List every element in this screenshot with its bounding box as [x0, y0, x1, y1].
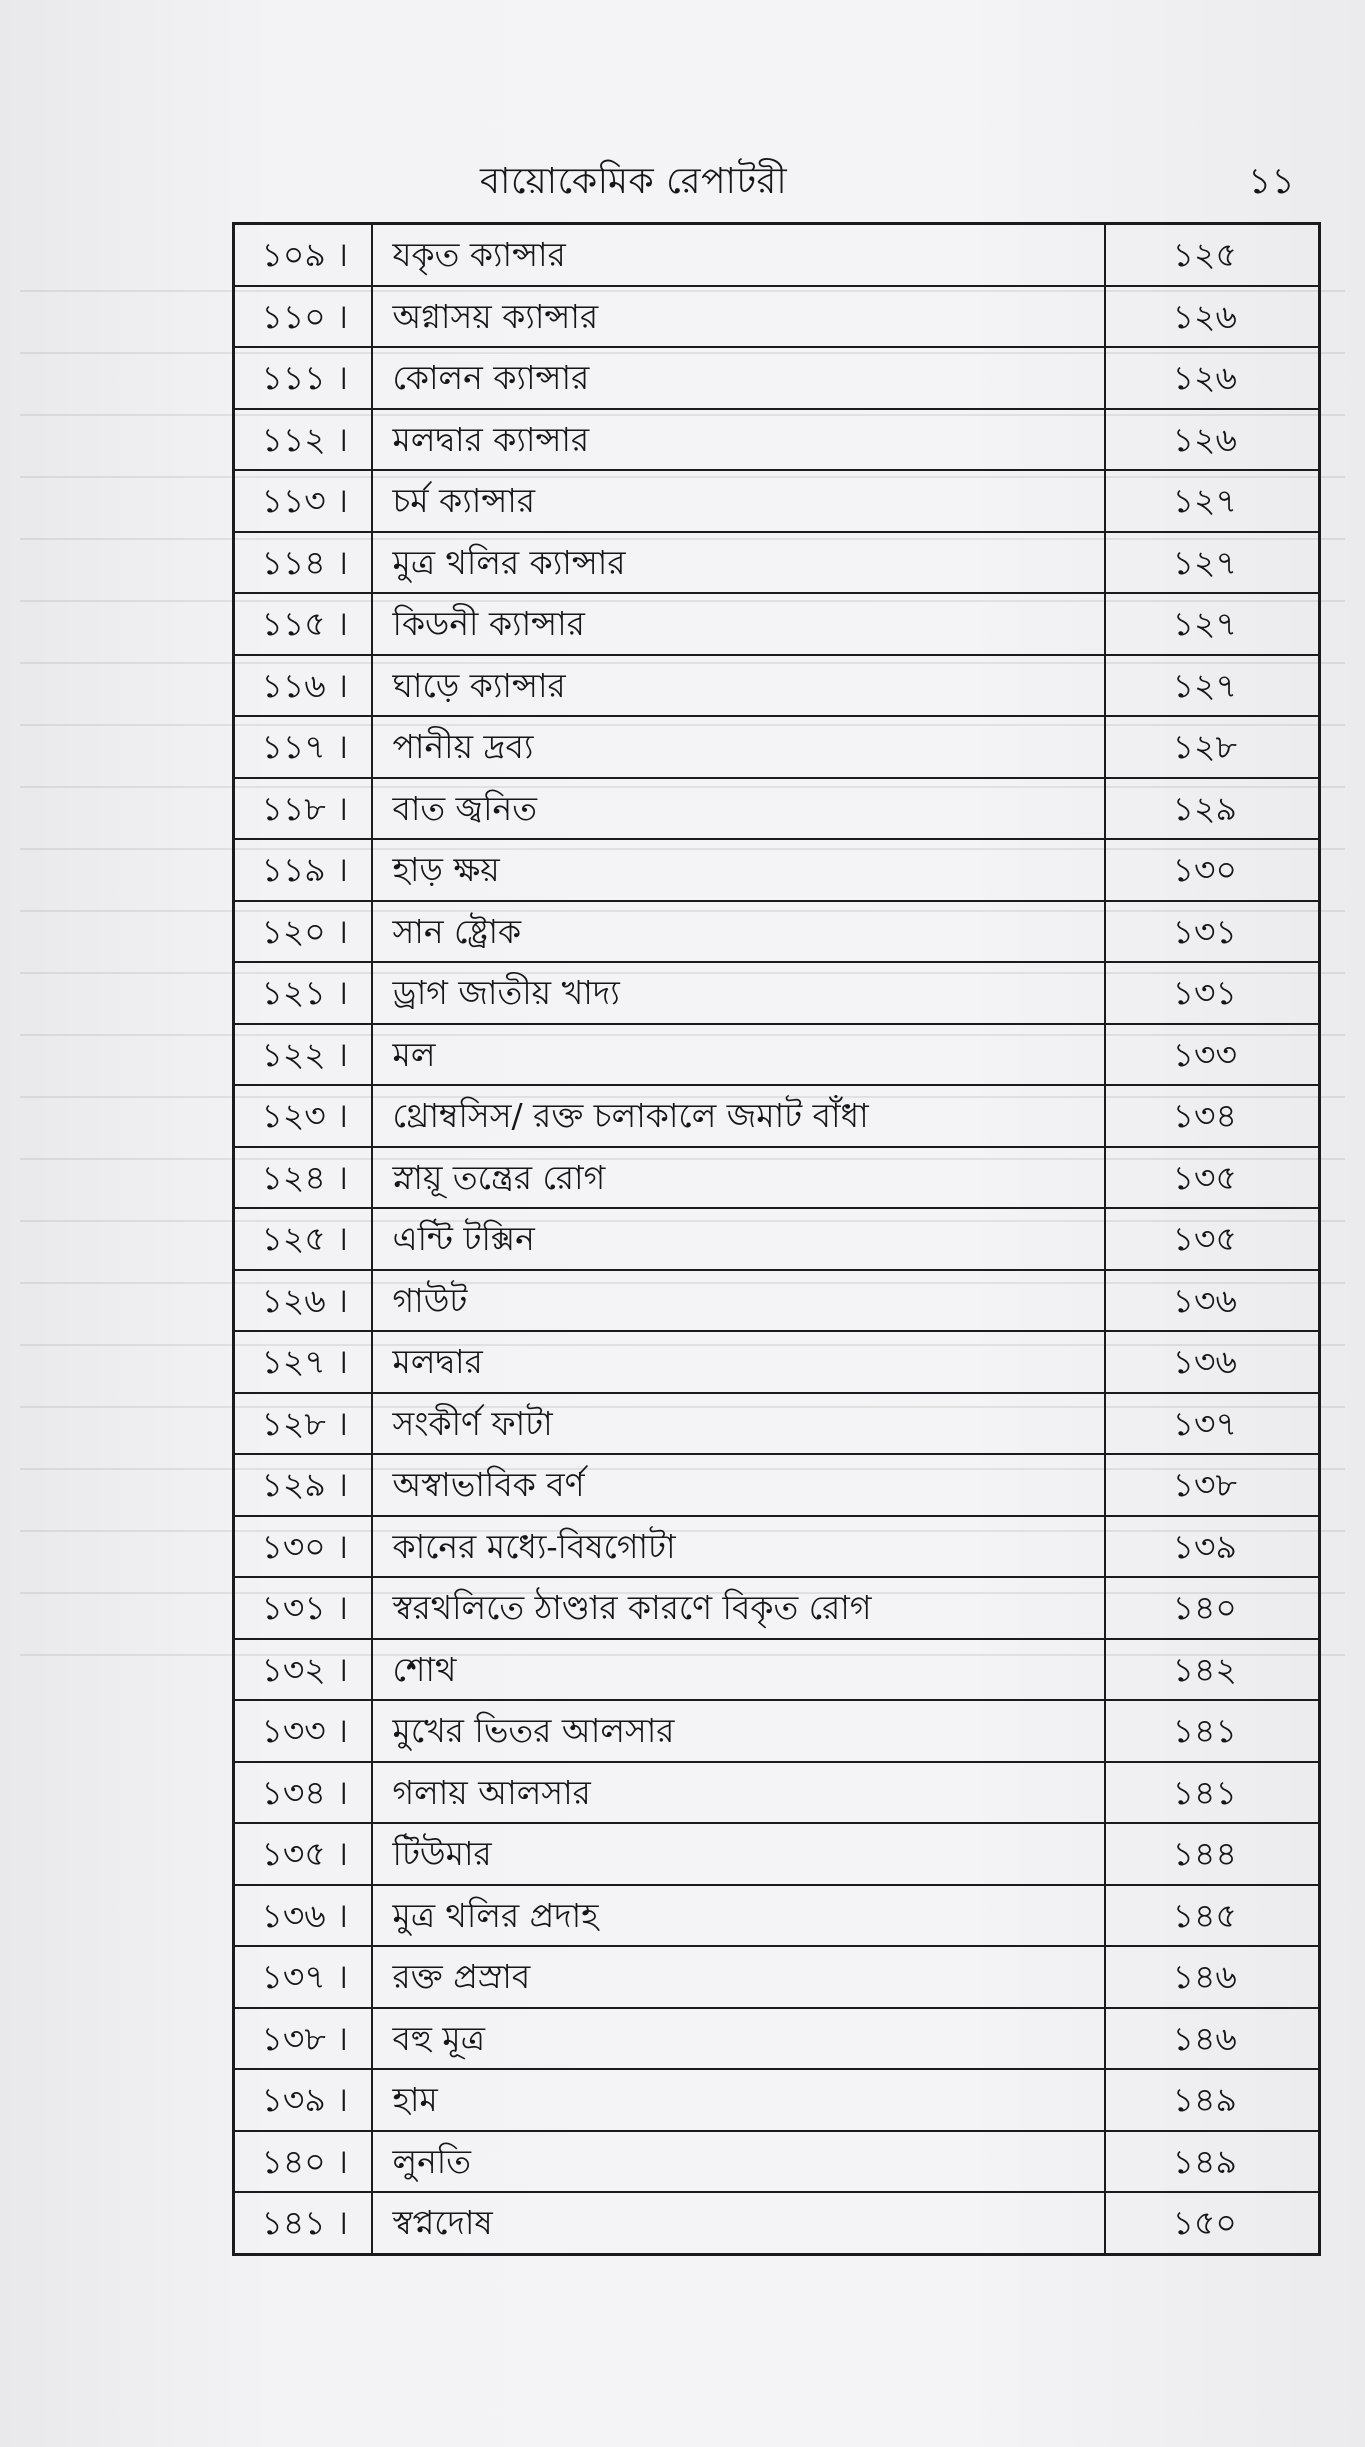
entry-page: ১২৭: [1105, 532, 1320, 594]
entry-page: ১৩৮: [1105, 1454, 1320, 1516]
entry-title: বহু মূত্র: [372, 2008, 1105, 2070]
entry-title: স্বপ্নদোষ: [372, 2192, 1105, 2254]
entry-number: ১৩৬ ।: [234, 1885, 372, 1947]
entry-page: ১২৭: [1105, 593, 1320, 655]
table-row: [234, 1639, 1320, 1701]
entry-page: ১২৫: [1105, 224, 1320, 286]
entry-page: ১২৬: [1105, 286, 1320, 348]
entry-number: ১২৪ ।: [234, 1147, 372, 1209]
table-row: [234, 1577, 1320, 1639]
table-row: [234, 839, 1320, 901]
entry-title: কিডনী ক্যান্সার: [372, 593, 1105, 655]
entry-number: ১২১ ।: [234, 962, 372, 1024]
table-row: [234, 655, 1320, 717]
entry-number: ১৩১ ।: [234, 1577, 372, 1639]
entry-number: ১১৪ ।: [234, 532, 372, 594]
entry-number: ১২৮ ।: [234, 1393, 372, 1455]
entry-page: ১২৭: [1105, 470, 1320, 532]
running-title: বায়োকেমিক রেপাটরী: [480, 161, 788, 202]
entry-title: স্বরথলিতে ঠাণ্ডার কারণে বিকৃত রোগ: [372, 1577, 1105, 1639]
entry-title: এন্টি টক্সিন: [372, 1208, 1105, 1270]
entry-title: মুত্র থলির ক্যান্সার: [372, 532, 1105, 594]
entry-page: ১৪৪: [1105, 1823, 1320, 1885]
entry-number: ১১৫ ।: [234, 593, 372, 655]
entry-number: ১১৮ ।: [234, 778, 372, 840]
table-row: [234, 224, 1320, 286]
entry-title: অগ্নাসয় ক্যান্সার: [372, 286, 1105, 348]
table-row: [234, 1885, 1320, 1947]
entry-number: ১১১ ।: [234, 347, 372, 409]
table-row: [234, 286, 1320, 348]
entry-page: ১৪২: [1105, 1639, 1320, 1701]
entry-number: ১২৬ ।: [234, 1270, 372, 1332]
entry-page: ১৪৬: [1105, 1946, 1320, 2008]
table-row: [234, 962, 1320, 1024]
entry-title: মুত্র থলির প্রদাহ: [372, 1885, 1105, 1947]
table-row: [234, 1024, 1320, 1086]
entry-page: ১৩৫: [1105, 1208, 1320, 1270]
table-row: [234, 2192, 1320, 2254]
table-row: [234, 1331, 1320, 1393]
table-row: [234, 1762, 1320, 1824]
entry-page: ১৩৫: [1105, 1147, 1320, 1209]
entry-page: ১৪০: [1105, 1577, 1320, 1639]
entry-page: ১৪৯: [1105, 2069, 1320, 2131]
entry-page: ১৩৩: [1105, 1024, 1320, 1086]
entry-page: ১৩৯: [1105, 1516, 1320, 1578]
entry-number: ১৩৯ ।: [234, 2069, 372, 2131]
table-row: [234, 1208, 1320, 1270]
entry-title: কানের মধ্যে-বিষগোটা: [372, 1516, 1105, 1578]
table-row: [234, 1946, 1320, 2008]
entry-title: চর্ম ক্যান্সার: [372, 470, 1105, 532]
table-row: [234, 2131, 1320, 2193]
entry-number: ১৩২ ।: [234, 1639, 372, 1701]
table-row: [234, 901, 1320, 963]
entry-number: ১২০ ।: [234, 901, 372, 963]
table-row: [234, 1700, 1320, 1762]
entry-title: টিউমার: [372, 1823, 1105, 1885]
entry-number: ১৩৮ ।: [234, 2008, 372, 2070]
entry-title: বাত জ্বনিত: [372, 778, 1105, 840]
entry-number: ১২৫ ।: [234, 1208, 372, 1270]
entry-number: ১১৩ ।: [234, 470, 372, 532]
entry-number: ১২৩ ।: [234, 1085, 372, 1147]
table-row: [234, 1147, 1320, 1209]
table-row: [234, 409, 1320, 471]
entry-title: সান ষ্ট্রোক: [372, 901, 1105, 963]
entry-title: থ্রোম্বসিস/ রক্ত চলাকালে জমাট বাঁধা: [372, 1085, 1105, 1147]
entry-number: ১৩৩ ।: [234, 1700, 372, 1762]
entry-number: ১১৯ ।: [234, 839, 372, 901]
entry-page: ১৩১: [1105, 962, 1320, 1024]
entry-page: ১৩৬: [1105, 1270, 1320, 1332]
entry-page: ১২৭: [1105, 655, 1320, 717]
entry-title: মলদ্বার ক্যান্সার: [372, 409, 1105, 471]
entry-page: ১৩০: [1105, 839, 1320, 901]
entry-title: ড্রাগ জাতীয় খাদ্য: [372, 962, 1105, 1024]
entry-title: হাম: [372, 2069, 1105, 2131]
entry-title: স্নায়ূ তন্ত্রের রোগ: [372, 1147, 1105, 1209]
entry-number: ১২২ ।: [234, 1024, 372, 1086]
entry-page: ১২৮: [1105, 716, 1320, 778]
entry-page: ১৪১: [1105, 1700, 1320, 1762]
entry-title: গাউট: [372, 1270, 1105, 1332]
entry-title: যকৃত ক্যান্সার: [372, 224, 1105, 286]
table-row: [234, 1393, 1320, 1455]
table-row: [234, 1823, 1320, 1885]
entry-title: মল: [372, 1024, 1105, 1086]
entry-number: ১০৯ ।: [234, 224, 372, 286]
entry-title: হাড় ক্ষয়: [372, 839, 1105, 901]
table-row: [234, 1454, 1320, 1516]
entry-title: কোলন ক্যান্সার: [372, 347, 1105, 409]
entry-number: ১৩৭ ।: [234, 1946, 372, 2008]
entry-page: ১৩৬: [1105, 1331, 1320, 1393]
entry-number: ১১২ ।: [234, 409, 372, 471]
table-row: [234, 1085, 1320, 1147]
contents-table-body: [234, 224, 1320, 2255]
contents-table: [232, 222, 1321, 2256]
table-row: [234, 1516, 1320, 1578]
entry-page: ১৩৭: [1105, 1393, 1320, 1455]
entry-number: ১২৭ ।: [234, 1331, 372, 1393]
entry-number: ১৩৫ ।: [234, 1823, 372, 1885]
table-row: [234, 1270, 1320, 1332]
entry-page: ১২৬: [1105, 409, 1320, 471]
table-row: [234, 778, 1320, 840]
entry-page: ১৪১: [1105, 1762, 1320, 1824]
entry-number: ১২৯ ।: [234, 1454, 372, 1516]
entry-page: ১৪৯: [1105, 2131, 1320, 2193]
entry-title: শোথ: [372, 1639, 1105, 1701]
entry-title: অস্বাভাবিক বর্ণ: [372, 1454, 1105, 1516]
entry-title: পানীয় দ্রব্য: [372, 716, 1105, 778]
entry-title: লুনতি: [372, 2131, 1105, 2193]
entry-number: ১১৬ ।: [234, 655, 372, 717]
entry-page: ১২৬: [1105, 347, 1320, 409]
entry-page: ১২৯: [1105, 778, 1320, 840]
table-row: [234, 470, 1320, 532]
entry-page: ১৩৪: [1105, 1085, 1320, 1147]
table-row: [234, 593, 1320, 655]
table-row: [234, 2069, 1320, 2131]
entry-page: ১৫০: [1105, 2192, 1320, 2254]
entry-number: ১১০ ।: [234, 286, 372, 348]
table-row: [234, 347, 1320, 409]
entry-title: গলায় আলসার: [372, 1762, 1105, 1824]
entry-title: রক্ত প্রস্রাব: [372, 1946, 1105, 2008]
entry-number: ১৪০ ।: [234, 2131, 372, 2193]
table-row: [234, 2008, 1320, 2070]
entry-number: ১৩৪ ।: [234, 1762, 372, 1824]
entry-number: ১১৭ ।: [234, 716, 372, 778]
entry-title: ঘাড়ে ক্যান্সার: [372, 655, 1105, 717]
page-header: [0, 150, 1365, 210]
table-row: [234, 716, 1320, 778]
entry-title: সংকীর্ণ ফাটা: [372, 1393, 1105, 1455]
entry-title: মুখের ভিতর আলসার: [372, 1700, 1105, 1762]
entry-page: ১৪৬: [1105, 2008, 1320, 2070]
entry-title: মলদ্বার: [372, 1331, 1105, 1393]
entry-page: ১৩১: [1105, 901, 1320, 963]
entry-number: ১৩০ ।: [234, 1516, 372, 1578]
entry-number: ১৪১ ।: [234, 2192, 372, 2254]
table-row: [234, 532, 1320, 594]
entry-page: ১৪৫: [1105, 1885, 1320, 1947]
page-number: ১১: [1248, 161, 1295, 202]
